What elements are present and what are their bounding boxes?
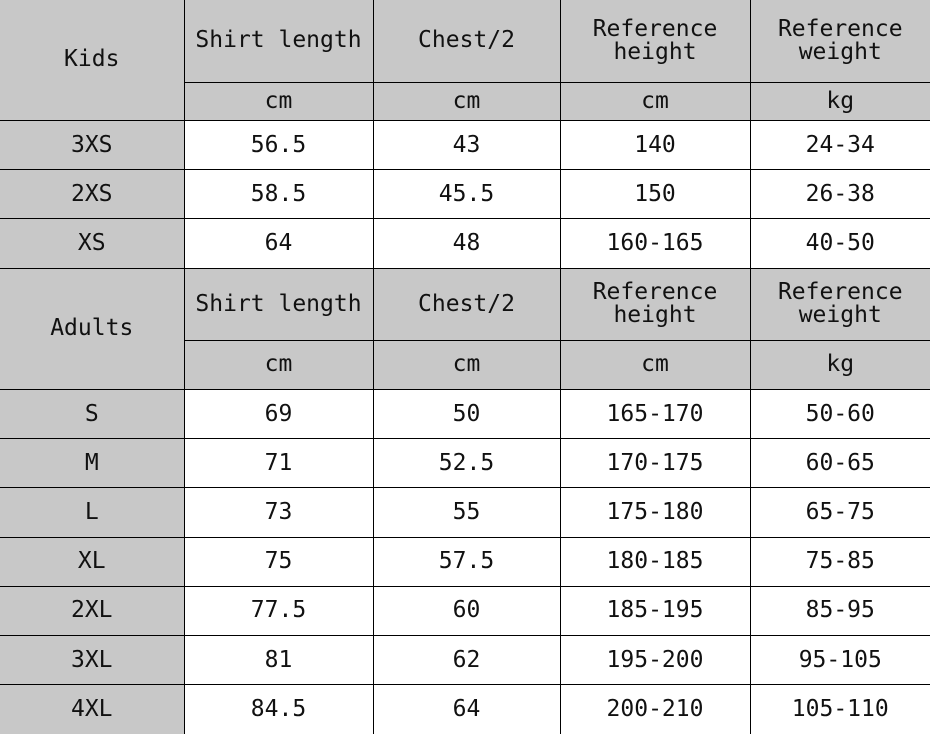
table-row (0, 390, 930, 439)
table-cell: 64 (373, 685, 560, 734)
adults-section-label: Adults (0, 268, 184, 389)
unit-cell: kg (750, 82, 930, 120)
size-label: 3XS (0, 120, 184, 169)
header-reference-weight: Reference weight (750, 268, 930, 340)
kids-section-label: Kids (0, 0, 184, 120)
table-cell: 200-210 (560, 685, 750, 734)
table-cell: 160-165 (560, 219, 750, 268)
table-cell: 84.5 (184, 685, 373, 734)
header-chest-half: Chest/2 (373, 268, 560, 340)
header-shirt-length: Shirt length (184, 0, 373, 82)
size-label: XS (0, 219, 184, 268)
table-cell: 73 (184, 488, 373, 537)
table-cell: 195-200 (560, 635, 750, 684)
size-label: 2XS (0, 170, 184, 219)
table-cell: 48 (373, 219, 560, 268)
size-label: 3XL (0, 635, 184, 684)
size-label: 4XL (0, 685, 184, 734)
table-cell: 57.5 (373, 537, 560, 586)
table-cell: 60 (373, 586, 560, 635)
table-cell: 150 (560, 170, 750, 219)
size-label: L (0, 488, 184, 537)
table-cell: 65-75 (750, 488, 930, 537)
table-row (0, 120, 930, 169)
table-cell: 58.5 (184, 170, 373, 219)
unit-cell: cm (560, 340, 750, 389)
table-cell: 85-95 (750, 586, 930, 635)
table-cell: 95-105 (750, 635, 930, 684)
table-cell: 69 (184, 390, 373, 439)
table-row (0, 635, 930, 684)
unit-cell: cm (184, 82, 373, 120)
table-cell: 50-60 (750, 390, 930, 439)
table-cell: 40-50 (750, 219, 930, 268)
table-row (0, 170, 930, 219)
table-cell: 185-195 (560, 586, 750, 635)
table-cell: 26-38 (750, 170, 930, 219)
table-cell: 64 (184, 219, 373, 268)
table-cell: 24-34 (750, 120, 930, 169)
table-cell: 45.5 (373, 170, 560, 219)
table-cell: 62 (373, 635, 560, 684)
table-cell: 180-185 (560, 537, 750, 586)
table-row (0, 685, 930, 734)
table-cell: 71 (184, 439, 373, 488)
unit-cell: kg (750, 340, 930, 389)
header-reference-height: Reference height (560, 0, 750, 82)
table-cell: 52.5 (373, 439, 560, 488)
header-chest-half: Chest/2 (373, 0, 560, 82)
table-cell: 140 (560, 120, 750, 169)
table-row (0, 219, 930, 268)
table-cell: 50 (373, 390, 560, 439)
table-row (0, 586, 930, 635)
table-row (0, 537, 930, 586)
size-label: XL (0, 537, 184, 586)
kids-header-row (0, 0, 930, 82)
unit-cell: cm (373, 82, 560, 120)
table-cell: 75 (184, 537, 373, 586)
unit-cell: cm (373, 340, 560, 389)
header-reference-weight: Reference weight (750, 0, 930, 82)
table-cell: 77.5 (184, 586, 373, 635)
table-cell: 75-85 (750, 537, 930, 586)
table-cell: 56.5 (184, 120, 373, 169)
size-label: S (0, 390, 184, 439)
table-cell: 81 (184, 635, 373, 684)
size-label: 2XL (0, 586, 184, 635)
unit-cell: cm (184, 340, 373, 389)
table-cell: 175-180 (560, 488, 750, 537)
adults-header-row (0, 268, 930, 340)
table-cell: 170-175 (560, 439, 750, 488)
unit-cell: cm (560, 82, 750, 120)
header-shirt-length: Shirt length (184, 268, 373, 340)
table-row (0, 439, 930, 488)
table-cell: 165-170 (560, 390, 750, 439)
table-cell: 105-110 (750, 685, 930, 734)
table-cell: 60-65 (750, 439, 930, 488)
header-reference-height: Reference height (560, 268, 750, 340)
table-row (0, 488, 930, 537)
table-cell: 55 (373, 488, 560, 537)
table-cell: 43 (373, 120, 560, 169)
size-label: M (0, 439, 184, 488)
